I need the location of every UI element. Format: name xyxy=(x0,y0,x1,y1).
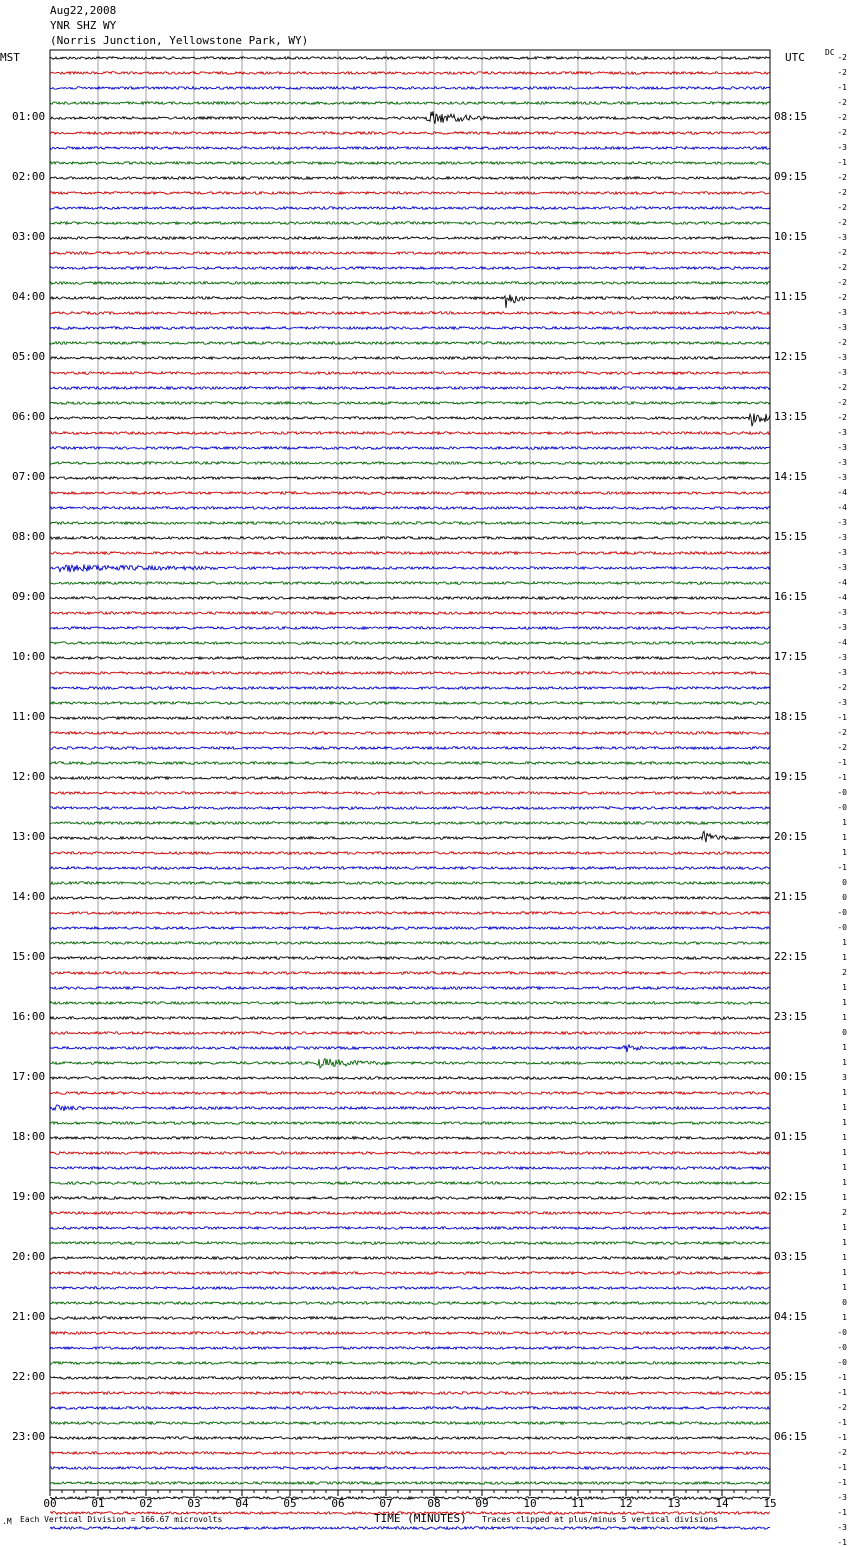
trace-line xyxy=(50,852,770,855)
dc-offset-value: 1 xyxy=(842,998,847,1007)
dc-offset-value: -2 xyxy=(837,188,847,197)
trace-line xyxy=(50,402,770,405)
mst-hour-label: 12:00 xyxy=(12,770,46,783)
dc-offset-value: -2 xyxy=(837,728,847,737)
utc-hour-label: 02:15 xyxy=(774,1190,808,1203)
dc-offset-value: 1 xyxy=(842,1238,847,1247)
mst-hour-label: 14:00 xyxy=(12,890,46,903)
dc-offset-value: -3 xyxy=(837,368,847,377)
dc-offset-value: 1 xyxy=(842,848,847,857)
x-tick-label: 02 xyxy=(139,1497,153,1510)
dc-offset-value: 1 xyxy=(842,1118,847,1127)
trace-line xyxy=(50,1182,770,1185)
utc-hour-label: 05:15 xyxy=(774,1370,808,1383)
x-tick-label: 11 xyxy=(571,1497,585,1510)
x-tick-label: 08 xyxy=(427,1497,441,1510)
mst-hour-label: 21:00 xyxy=(12,1310,46,1323)
trace-line xyxy=(50,357,770,360)
trace-line xyxy=(50,957,770,960)
dc-offset-value: -3 xyxy=(837,353,847,362)
trace-line xyxy=(50,642,770,645)
mst-hour-label: 10:00 xyxy=(12,650,46,663)
trace-line xyxy=(50,747,770,750)
mst-hour-label: 19:00 xyxy=(12,1190,46,1203)
trace-line xyxy=(50,1467,770,1470)
trace-line xyxy=(50,912,770,915)
dc-offset-value: -0 xyxy=(837,908,847,917)
dc-offset-value: -3 xyxy=(837,1523,847,1532)
chart-station: YNR SHZ WY xyxy=(50,19,117,32)
trace-line xyxy=(50,657,770,660)
trace-line xyxy=(50,1287,770,1290)
dc-offset-value: -2 xyxy=(837,128,847,137)
trace-line xyxy=(50,1497,770,1500)
right-timezone-label: UTC xyxy=(785,51,805,64)
dc-offset-value: 1 xyxy=(842,1133,847,1142)
dc-offset-value: -4 xyxy=(837,578,847,587)
dc-offset-value: -1 xyxy=(837,1373,847,1382)
trace-line xyxy=(50,1347,770,1350)
trace-line xyxy=(50,1332,770,1335)
trace-line xyxy=(50,1059,770,1068)
dc-offset-value: 1 xyxy=(842,1193,847,1202)
utc-hour-label: 04:15 xyxy=(774,1310,808,1323)
dc-offset-value: -2 xyxy=(837,113,847,122)
trace-line xyxy=(50,1437,770,1440)
trace-line xyxy=(50,1392,770,1395)
trace-line xyxy=(50,897,770,900)
dc-offset-value: -0 xyxy=(837,803,847,812)
mst-hour-label: 01:00 xyxy=(12,110,46,123)
dc-offset-value: 1 xyxy=(842,938,847,947)
dc-offset-value: -1 xyxy=(837,863,847,872)
dc-label: DC xyxy=(825,48,835,57)
utc-hour-label: 13:15 xyxy=(774,410,808,423)
trace-line xyxy=(50,1227,770,1230)
utc-hour-label: 12:15 xyxy=(774,350,808,363)
utc-hour-label: 15:15 xyxy=(774,530,808,543)
dc-offset-value: -3 xyxy=(837,608,847,617)
trace-line xyxy=(50,1212,770,1215)
trace-line xyxy=(50,1092,770,1095)
trace-line xyxy=(50,1017,770,1020)
dc-offset-value: -2 xyxy=(837,248,847,257)
trace-line xyxy=(50,1242,770,1245)
dc-offset-value: -0 xyxy=(837,1328,847,1337)
dc-offset-value: -2 xyxy=(837,383,847,392)
trace-line xyxy=(50,507,770,510)
trace-line xyxy=(50,192,770,195)
utc-hour-label: 06:15 xyxy=(774,1430,808,1443)
dc-offset-value: -1 xyxy=(837,1478,847,1487)
trace-line xyxy=(50,942,770,945)
trace-line xyxy=(50,1002,770,1005)
trace-line xyxy=(50,1122,770,1125)
x-tick-label: 12 xyxy=(619,1497,633,1510)
trace-line xyxy=(50,102,770,105)
dc-offset-value: -2 xyxy=(837,53,847,62)
dc-offset-value: -3 xyxy=(837,653,847,662)
trace-line xyxy=(50,387,770,390)
trace-line xyxy=(50,702,770,705)
trace-line xyxy=(50,1045,770,1052)
utc-hour-label: 16:15 xyxy=(774,590,808,603)
dc-offset-value: -3 xyxy=(837,233,847,242)
dc-offset-value: -1 xyxy=(837,1508,847,1517)
dc-offset-value: -3 xyxy=(837,458,847,467)
dc-offset-value: -1 xyxy=(837,1388,847,1397)
trace-line xyxy=(50,342,770,345)
dc-offset-value: -2 xyxy=(837,683,847,692)
trace-line xyxy=(50,267,770,270)
mst-hour-label: 03:00 xyxy=(12,230,46,243)
x-tick-label: 13 xyxy=(667,1497,681,1510)
trace-line xyxy=(50,987,770,990)
chart-location: (Norris Junction, Yellowstone Park, WY) xyxy=(50,34,309,47)
dc-offset-value: -4 xyxy=(837,503,847,512)
dc-offset-value: -3 xyxy=(837,308,847,317)
utc-hour-label: 09:15 xyxy=(774,170,808,183)
trace-line xyxy=(50,732,770,735)
dc-offset-value: 1 xyxy=(842,1148,847,1157)
x-tick-label: 10 xyxy=(523,1497,537,1510)
trace-line xyxy=(50,72,770,75)
utc-hour-label: 11:15 xyxy=(774,290,808,303)
dc-offset-value: -0 xyxy=(837,788,847,797)
utc-hour-label: 23:15 xyxy=(774,1010,808,1023)
utc-hour-label: 20:15 xyxy=(774,830,808,843)
dc-offset-value: -3 xyxy=(837,518,847,527)
trace-line xyxy=(50,582,770,585)
dc-offset-value: 1 xyxy=(842,983,847,992)
x-tick-label: 14 xyxy=(715,1497,729,1510)
dc-offset-value: -2 xyxy=(837,203,847,212)
trace-line xyxy=(50,207,770,210)
trace-line xyxy=(50,1105,770,1111)
dc-offset-value: -3 xyxy=(837,698,847,707)
trace-line xyxy=(50,1527,770,1530)
utc-hour-label: 03:15 xyxy=(774,1250,808,1263)
dc-offset-value: -2 xyxy=(837,1448,847,1457)
trace-line xyxy=(50,867,770,870)
mst-hour-label: 22:00 xyxy=(12,1370,46,1383)
trace-line xyxy=(50,672,770,675)
dc-offset-value: -3 xyxy=(837,533,847,542)
utc-hour-label: 14:15 xyxy=(774,470,808,483)
mst-hour-label: 06:00 xyxy=(12,410,46,423)
mst-hour-label: 08:00 xyxy=(12,530,46,543)
x-tick-label: 09 xyxy=(475,1497,489,1510)
trace-line xyxy=(50,295,770,308)
dc-offset-value: 1 xyxy=(842,1253,847,1262)
chart-date: Aug22,2008 xyxy=(50,4,117,17)
dc-offset-value: 3 xyxy=(842,1073,847,1082)
x-tick-label: 04 xyxy=(235,1497,249,1510)
trace-line xyxy=(50,1422,770,1425)
trace-line xyxy=(50,537,770,540)
x-tick-label: 06 xyxy=(331,1497,345,1510)
dc-offset-value: -1 xyxy=(837,758,847,767)
trace-line xyxy=(50,1167,770,1170)
dc-offset-value: -2 xyxy=(837,398,847,407)
trace-line xyxy=(50,1272,770,1275)
dc-offset-value: -3 xyxy=(837,473,847,482)
x-tick-label: 15 xyxy=(763,1497,777,1510)
mst-hour-label: 15:00 xyxy=(12,950,46,963)
dc-offset-value: 0 xyxy=(842,878,847,887)
dc-offset-value: -1 xyxy=(837,1433,847,1442)
trace-line xyxy=(50,1317,770,1320)
mst-hour-label: 20:00 xyxy=(12,1250,46,1263)
dc-offset-value: 1 xyxy=(842,1268,847,1277)
trace-line xyxy=(50,447,770,450)
dc-offset-value: -3 xyxy=(837,563,847,572)
trace-line xyxy=(50,565,770,573)
trace-line xyxy=(50,1302,770,1305)
dc-offset-value: -2 xyxy=(837,173,847,182)
mst-hour-label: 07:00 xyxy=(12,470,46,483)
trace-line xyxy=(50,1362,770,1365)
trace-line xyxy=(50,132,770,135)
x-axis-title: TIME (MINUTES) xyxy=(374,1512,467,1525)
dc-offset-value: -1 xyxy=(837,83,847,92)
trace-line xyxy=(50,312,770,315)
utc-hour-label: 18:15 xyxy=(774,710,808,723)
clip-note: Traces clipped at plus/minus 5 vertical divisions xyxy=(482,1515,719,1524)
dc-offset-value: 0 xyxy=(842,1298,847,1307)
dc-offset-value: -1 xyxy=(837,773,847,782)
trace-line xyxy=(50,177,770,180)
dc-offset-value: -2 xyxy=(837,338,847,347)
trace-line xyxy=(50,522,770,525)
dc-offset-value: -4 xyxy=(837,488,847,497)
dc-offset-value: -4 xyxy=(837,638,847,647)
dc-offset-value: 2 xyxy=(842,1208,847,1217)
dc-offset-value: 0 xyxy=(842,1028,847,1037)
utc-hour-label: 22:15 xyxy=(774,950,808,963)
trace-line xyxy=(50,882,770,885)
trace-line xyxy=(50,57,770,60)
dc-offset-value: -2 xyxy=(837,68,847,77)
trace-line xyxy=(50,792,770,795)
trace-line xyxy=(50,462,770,465)
vertical-division-note: Each Vertical Division = 166.67 microvolts xyxy=(20,1515,223,1524)
trace-line xyxy=(50,147,770,150)
mst-hour-label: 04:00 xyxy=(12,290,46,303)
dc-offset-value: -2 xyxy=(837,278,847,287)
trace-line xyxy=(50,252,770,255)
dc-offset-value: -2 xyxy=(837,413,847,422)
trace-line xyxy=(50,762,770,765)
mst-hour-label: 11:00 xyxy=(12,710,46,723)
utc-hour-label: 21:15 xyxy=(774,890,808,903)
mst-hour-label: 09:00 xyxy=(12,590,46,603)
dc-offset-value: 1 xyxy=(842,1283,847,1292)
dc-offset-value: 1 xyxy=(842,833,847,842)
trace-line xyxy=(50,1077,770,1080)
dc-offset-value: -3 xyxy=(837,668,847,677)
trace-line xyxy=(50,777,770,780)
dc-offset-value: 1 xyxy=(842,1163,847,1172)
dc-offset-value: -2 xyxy=(837,98,847,107)
trace-line xyxy=(50,432,770,435)
mst-hour-label: 05:00 xyxy=(12,350,46,363)
trace-line xyxy=(50,717,770,720)
seismic-traces xyxy=(50,57,770,1534)
mst-hour-label: 02:00 xyxy=(12,170,46,183)
dc-offset-value: -1 xyxy=(837,158,847,167)
trace-line xyxy=(50,972,770,975)
trace-line xyxy=(50,687,770,690)
trace-line xyxy=(50,1152,770,1155)
utc-hour-label: 01:15 xyxy=(774,1130,808,1143)
trace-line xyxy=(50,477,770,480)
dc-offset-value: -1 xyxy=(837,1538,847,1547)
utc-hour-label: 08:15 xyxy=(774,110,808,123)
footer-mark: .M xyxy=(2,1517,12,1526)
trace-line xyxy=(50,162,770,165)
utc-hour-label: 19:15 xyxy=(774,770,808,783)
dc-offset-value: -0 xyxy=(837,1343,847,1352)
dc-offset-value: 1 xyxy=(842,1313,847,1322)
x-tick-label: 03 xyxy=(187,1497,201,1510)
dc-offset-value: 1 xyxy=(842,1223,847,1232)
dc-offset-value: -4 xyxy=(837,593,847,602)
dc-offset-value: -0 xyxy=(837,923,847,932)
trace-line xyxy=(50,1137,770,1140)
dc-offset-value: -3 xyxy=(837,143,847,152)
mst-hour-label: 16:00 xyxy=(12,1010,46,1023)
dc-offset-value: 1 xyxy=(842,1178,847,1187)
x-tick-label: 01 xyxy=(91,1497,105,1510)
dc-offset-value: -3 xyxy=(837,428,847,437)
trace-line xyxy=(50,222,770,225)
trace-line xyxy=(50,327,770,330)
trace-line xyxy=(50,927,770,930)
trace-line xyxy=(50,237,770,240)
trace-line xyxy=(50,1482,770,1485)
trace-line xyxy=(50,552,770,555)
dc-offset-value: 1 xyxy=(842,953,847,962)
trace-line xyxy=(50,372,770,375)
dc-offset-value: 1 xyxy=(842,1043,847,1052)
trace-line xyxy=(50,414,770,427)
dc-offset-value: -1 xyxy=(837,1463,847,1472)
trace-line xyxy=(50,1377,770,1380)
mst-hour-label: 23:00 xyxy=(12,1430,46,1443)
trace-line xyxy=(50,1032,770,1035)
dc-offset-value: -3 xyxy=(837,548,847,557)
dc-offset-value: -2 xyxy=(837,218,847,227)
trace-line xyxy=(50,87,770,90)
trace-line xyxy=(50,1407,770,1410)
dc-offset-value: -3 xyxy=(837,623,847,632)
dc-offset-value: -1 xyxy=(837,713,847,722)
dc-offset-value: -3 xyxy=(837,323,847,332)
dc-offset-value: 1 xyxy=(842,1013,847,1022)
dc-offset-value: 2 xyxy=(842,968,847,977)
x-tick-label: 07 xyxy=(379,1497,393,1510)
trace-line xyxy=(50,597,770,600)
trace-line xyxy=(50,831,770,842)
trace-line xyxy=(50,1257,770,1260)
trace-line xyxy=(50,1452,770,1455)
utc-hour-label: 00:15 xyxy=(774,1070,808,1083)
utc-hour-label: 17:15 xyxy=(774,650,808,663)
dc-offset-value: -2 xyxy=(837,743,847,752)
dc-offset-value: 1 xyxy=(842,1103,847,1112)
mst-hour-label: 18:00 xyxy=(12,1130,46,1143)
dc-offset-value: -0 xyxy=(837,1358,847,1367)
left-timezone-label: MST xyxy=(0,51,20,64)
utc-hour-label: 10:15 xyxy=(774,230,808,243)
dc-offset-value: 1 xyxy=(842,1088,847,1097)
trace-line xyxy=(50,492,770,495)
dc-offset-value: -1 xyxy=(837,1418,847,1427)
trace-line xyxy=(50,612,770,615)
trace-line xyxy=(50,1197,770,1200)
dc-offset-value: -2 xyxy=(837,293,847,302)
trace-line xyxy=(50,807,770,810)
x-tick-label: 00 xyxy=(43,1497,57,1510)
dc-offset-value: -3 xyxy=(837,443,847,452)
trace-line xyxy=(50,822,770,825)
dc-offset-value: 0 xyxy=(842,893,847,902)
dc-offset-value: 1 xyxy=(842,818,847,827)
mst-hour-label: 13:00 xyxy=(12,830,46,843)
dc-offset-value: 1 xyxy=(842,1058,847,1067)
trace-line xyxy=(50,111,770,123)
dc-offset-value: -2 xyxy=(837,263,847,272)
dc-offset-value: -2 xyxy=(837,1403,847,1412)
trace-line xyxy=(50,282,770,285)
mst-hour-label: 17:00 xyxy=(12,1070,46,1083)
dc-offset-value: -3 xyxy=(837,1493,847,1502)
x-tick-label: 05 xyxy=(283,1497,297,1510)
trace-line xyxy=(50,627,770,630)
